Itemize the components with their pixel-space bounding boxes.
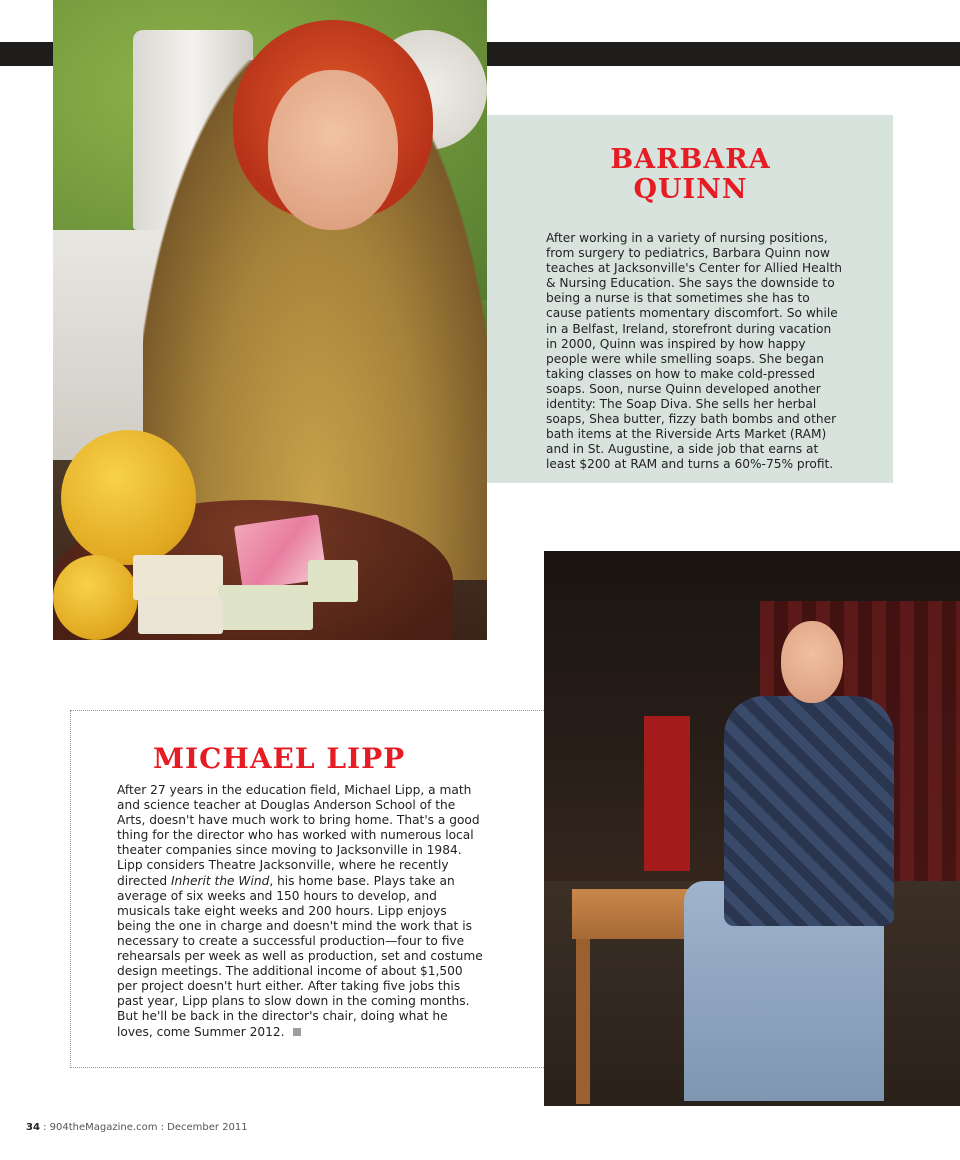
profile-bio [117, 783, 483, 1040]
bio-text: , his home base. Plays take an average of six weeks and 150 hours to develop, and musicals take eight weeks and 200 hours. Lipp enjoys being the one in charge and doesn't mind the work that is necessary to create a successful production—four to five rehearsals per week as well as production, set and costume design meetings. The additional income of about $1,500 per project doesn't hurt either. After taking five jobs this past year, Lipp plans to slow down in the coming months. But he'll be back in the director's chair, doing what he loves, come Summer 2012. [117, 873, 483, 1039]
photo-shirt [724, 696, 894, 926]
name-line: BARBARA [610, 144, 771, 175]
barbara-quinn-profile [487, 115, 893, 483]
photo-soap [138, 598, 223, 634]
page-footer [26, 1122, 248, 1133]
michael-lipp-photo [544, 551, 960, 1106]
profile-name-heading: MICHAEL LIPP [153, 742, 406, 775]
photo-head [781, 621, 843, 703]
profile-name-heading [526, 145, 855, 205]
play-title: Inherit the Wind [170, 873, 270, 888]
barbara-quinn-photo [53, 0, 487, 640]
photo-red-cabinet [644, 716, 690, 871]
name-line: QUINN [633, 174, 748, 205]
photo-soap [133, 555, 223, 600]
photo-face [268, 70, 398, 230]
profile-bio: After working in a variety of nursing positions, from surgery to pediatrics, Barbara Quinn now teaches at Jacksonville's Center for Allied Health & Nursing Education. She says the downside to being a nurse is that sometimes she has to cause patients momentary discomfort. So while in a Belfast, Ireland, storefront during vacation in 2000, Quinn was inspired by how happy people were while smelling soaps. She began taking classes on how to make cold-pressed soaps. Soon, nurse Quinn developed another identity: The Soap Diva. She sells her herbal soaps, Shea butter, fizzy bath bombs and other bath items at the Riverside Arts Market (RAM) and in St. Augustine, a side job that earns at least $200 at RAM and turns a 60%-75% profit. [546, 231, 842, 472]
photo-stool-leg [576, 939, 590, 1104]
photo-sponge [61, 430, 196, 565]
bio-text: After 27 years in the education field, Michael Lipp, a math and science teacher at Douglas Anderson School of the Arts, doesn't have much work to bring home. That's a good thing for the director who has worked with numerous local theater companies since moving to Jacksonville in 1984. Lipp considers Theatre Jacksonville, where he recently directed [117, 783, 480, 888]
michael-lipp-profile [70, 710, 544, 1068]
photo-sponge [53, 555, 138, 640]
photo-soap [308, 560, 358, 602]
footer-text: : 904theMagazine.com : December 2011 [39, 1122, 248, 1133]
photo-soap [218, 585, 313, 630]
end-mark-icon [293, 1028, 301, 1036]
page-number: 34 [26, 1122, 40, 1133]
